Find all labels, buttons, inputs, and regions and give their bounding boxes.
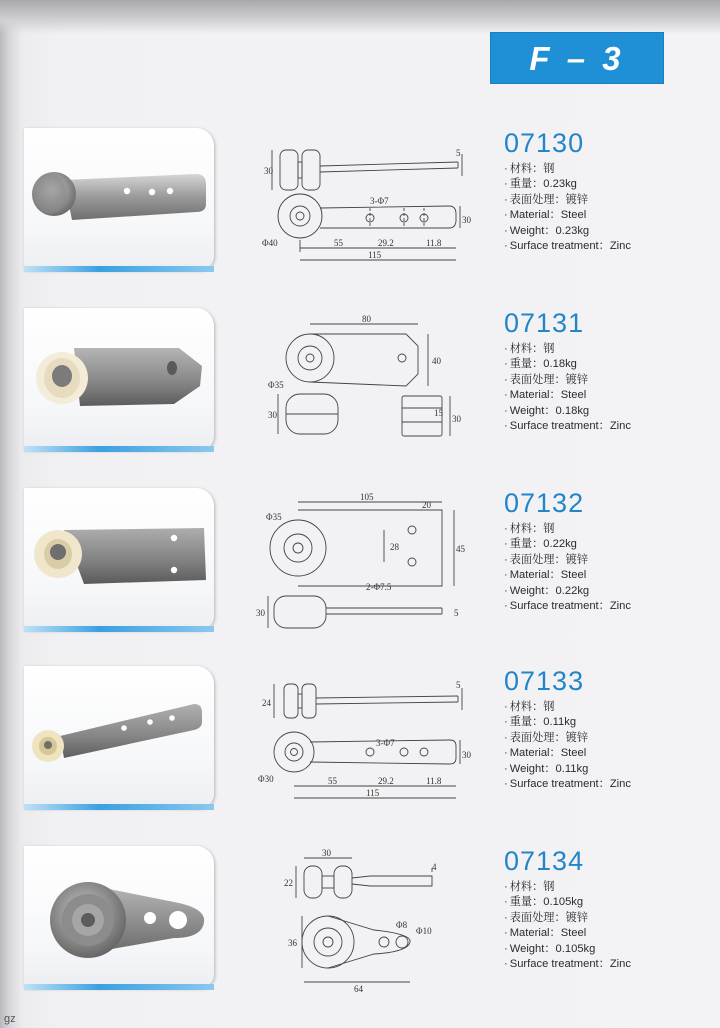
product-code: 07134 (504, 846, 585, 876)
spec-weight-cn: · 重量：0.22kg (504, 537, 714, 552)
product-row-07130 (0, 128, 720, 288)
dim-label: 30 (462, 750, 471, 760)
dim-label: 5 (456, 680, 461, 690)
spec-surface-en: · Surface treatment：Zinc (504, 239, 714, 254)
dim-label: 115 (368, 250, 382, 260)
drawing-07131-labels (244, 308, 474, 458)
dim-label: 55 (328, 776, 337, 786)
spec-surface-cn: · 表面处理：镀锌 (504, 373, 714, 388)
spec-list (504, 342, 714, 434)
spec-list (504, 162, 714, 254)
product-spec (504, 308, 714, 434)
dim-label: 55 (334, 238, 343, 248)
spec-material-cn: · 材料：钢 (504, 522, 714, 537)
dim-label: 40 (432, 356, 441, 366)
technical-drawing (244, 128, 474, 278)
product-code: 07133 (504, 666, 585, 696)
spec-list (504, 880, 714, 972)
spec-list (504, 522, 714, 614)
dim-label: 115 (366, 788, 380, 798)
dim-label: 105 (360, 492, 374, 502)
product-row-07134 (0, 846, 720, 1006)
drawing-07130-labels (244, 128, 474, 278)
dim-label: 30 (256, 608, 265, 618)
photo-accent-strip (24, 626, 214, 632)
dim-label: 30 (268, 410, 277, 420)
dim-label: 80 (362, 314, 371, 324)
dim-label: 30 (452, 414, 461, 424)
spec-material-cn: · 材料：钢 (504, 880, 714, 895)
section-tab-label: F – 3 (529, 40, 625, 77)
dim-label: 3-Φ7 (370, 196, 389, 206)
dim-label: 20 (422, 500, 431, 510)
spec-material-cn: · 材料：钢 (504, 342, 714, 357)
spec-weight-en: · Weight：0.22kg (504, 584, 714, 599)
product-photo (24, 666, 214, 808)
dim-label: Φ40 (262, 238, 278, 248)
dim-label: 11.8 (426, 776, 442, 786)
spec-list (504, 700, 714, 792)
drawing-07132-labels (244, 488, 474, 638)
dim-label: 45 (456, 544, 465, 554)
spec-surface-cn: · 表面处理：镀锌 (504, 553, 714, 568)
dim-label: 64 (354, 984, 363, 994)
dim-label: 4 (432, 862, 437, 872)
dim-label: 24 (262, 698, 271, 708)
spec-surface-cn: · 表面处理：镀锌 (504, 193, 714, 208)
spec-surface-en: · Surface treatment：Zinc (504, 957, 714, 972)
spec-weight-cn: · 重量：0.23kg (504, 177, 714, 192)
spec-weight-en: · Weight：0.18kg (504, 404, 714, 419)
technical-drawing (244, 846, 474, 996)
product-photo-image (24, 488, 214, 630)
spec-material-cn: · 材料：钢 (504, 700, 714, 715)
photo-accent-strip (24, 804, 214, 810)
dim-label: 3-Φ7 (376, 738, 395, 748)
dim-label: 22 (284, 878, 293, 888)
spec-surface-cn: · 表面处理：镀锌 (504, 911, 714, 926)
spec-surface-cn: · 表面处理：镀锌 (504, 731, 714, 746)
dim-label: 5 (456, 148, 461, 158)
product-photo (24, 846, 214, 988)
spec-surface-en: · Surface treatment：Zinc (504, 777, 714, 792)
dim-label: 28 (390, 542, 399, 552)
product-photo-image (24, 128, 214, 270)
technical-drawing (244, 308, 474, 458)
product-photo (24, 308, 214, 450)
dim-label: 30 (322, 848, 331, 858)
dim-label: 11.8 (426, 238, 442, 248)
spec-material-cn: · 材料：钢 (504, 162, 714, 177)
spec-weight-cn: · 重量：0.18kg (504, 357, 714, 372)
dim-label: 36 (288, 938, 297, 948)
footer-watermark-text: gz (4, 1013, 16, 1025)
product-photo (24, 128, 214, 270)
photo-accent-strip (24, 266, 214, 272)
spec-weight-en: · Weight：0.23kg (504, 224, 714, 239)
dim-label: Φ35 (268, 380, 284, 390)
dim-label: 2-Φ7.5 (366, 582, 392, 592)
product-spec (504, 128, 714, 254)
spec-surface-en: · Surface treatment：Zinc (504, 599, 714, 614)
product-row-07133 (0, 666, 720, 826)
product-spec (504, 666, 714, 792)
product-row-07131 (0, 308, 720, 468)
product-spec (504, 488, 714, 614)
dim-label: 30 (264, 166, 273, 176)
spec-weight-cn: · 重量：0.11kg (504, 715, 714, 730)
drawing-07133-labels (244, 666, 474, 816)
dim-label: 29.2 (378, 238, 394, 248)
dim-label: Φ35 (266, 512, 282, 522)
product-code: 07132 (504, 488, 585, 518)
product-row-07132 (0, 488, 720, 648)
drawing-07134-labels (244, 846, 474, 996)
spec-material-en: · Material：Steel (504, 746, 714, 761)
dim-label: 30 (462, 215, 471, 225)
spec-weight-cn: · 重量：0.105kg (504, 895, 714, 910)
spec-material-en: · Material：Steel (504, 568, 714, 583)
product-code: 07130 (504, 128, 585, 158)
photo-accent-strip (24, 984, 214, 990)
page-top-shadow (0, 0, 720, 34)
spec-material-en: · Material：Steel (504, 208, 714, 223)
technical-drawing (244, 666, 474, 816)
section-tab (490, 32, 664, 84)
dim-label: 5 (454, 608, 459, 618)
product-code: 07131 (504, 308, 585, 338)
product-photo-image (24, 666, 214, 808)
spec-weight-en: · Weight：0.11kg (504, 762, 714, 777)
dim-label: Φ30 (258, 774, 274, 784)
product-photo-image (24, 308, 214, 450)
photo-accent-strip (24, 446, 214, 452)
dim-label: 15 (434, 408, 443, 418)
product-spec (504, 846, 714, 972)
technical-drawing (244, 488, 474, 638)
dim-label: 29.2 (378, 776, 394, 786)
spec-material-en: · Material：Steel (504, 926, 714, 941)
dim-label: Φ10 (416, 926, 432, 936)
spec-surface-en: · Surface treatment：Zinc (504, 419, 714, 434)
product-photo (24, 488, 214, 630)
dim-label: Φ8 (396, 920, 408, 930)
product-photo-image (24, 846, 214, 988)
spec-weight-en: · Weight：0.105kg (504, 942, 714, 957)
spec-material-en: · Material：Steel (504, 388, 714, 403)
